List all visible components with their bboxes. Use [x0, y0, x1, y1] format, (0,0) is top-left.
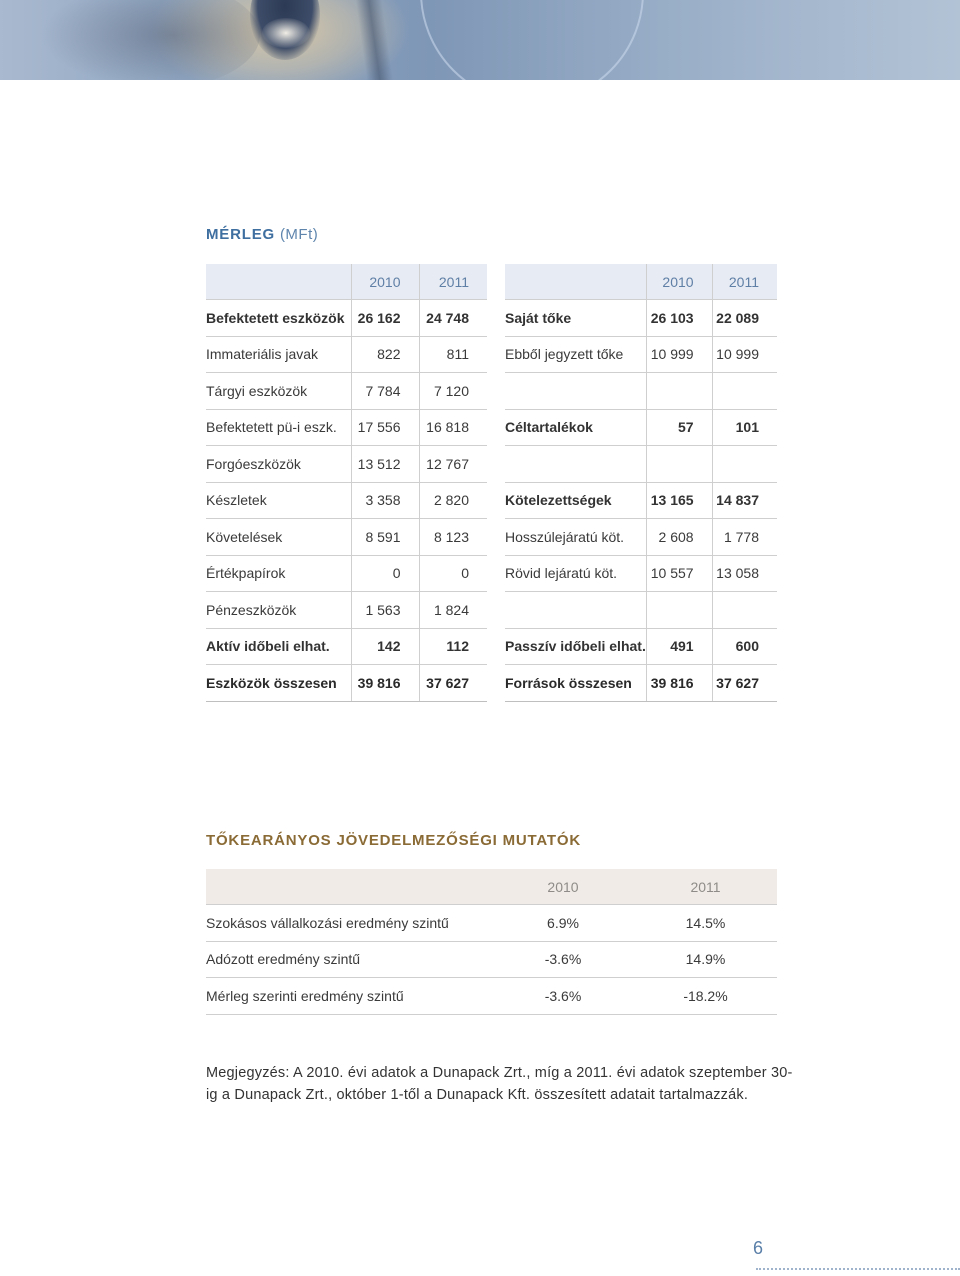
- table-row: [206, 978, 777, 1015]
- value-2011: 7 120: [419, 373, 487, 410]
- table-row: [505, 628, 777, 665]
- table-row: [206, 336, 487, 373]
- value-2011: 14 837: [712, 482, 777, 519]
- liabilities-header-blank: [505, 264, 646, 300]
- value-2010: [646, 592, 712, 629]
- value-2010: [646, 446, 712, 483]
- value-2010: 10 557: [646, 555, 712, 592]
- table-row: [505, 555, 777, 592]
- table-row: [505, 519, 777, 556]
- ratio-value-2010: -3.6%: [492, 978, 634, 1015]
- row-label: Követelések: [206, 519, 351, 556]
- assets-header-blank: [206, 264, 351, 300]
- footnote: Megjegyzés: A 2010. évi adatok a Dunapack Zrt., míg a 2011. évi adatok szeptember 30-ig a Dunapack Zrt., október 1-től a Dunapack Kft. összesített adatait tartalmazzák.: [206, 1065, 793, 1103]
- value-2011: 12 767: [419, 446, 487, 483]
- row-label: Eszközök összesen: [206, 665, 351, 702]
- table-row: [505, 592, 777, 629]
- table-row: [505, 482, 777, 519]
- table-row: [505, 665, 777, 702]
- value-2011: 112: [419, 628, 487, 665]
- value-2010: 491: [646, 628, 712, 665]
- ratios-year-2011: 2011: [634, 869, 777, 905]
- value-2011: [712, 592, 777, 629]
- value-2011: 16 818: [419, 409, 487, 446]
- table-row: [505, 336, 777, 373]
- value-2010: 13 165: [646, 482, 712, 519]
- value-2011: 24 748: [419, 300, 487, 337]
- row-label: Befektetett pü-i eszk.: [206, 409, 351, 446]
- row-label: Passzív időbeli elhat.: [505, 628, 646, 665]
- table-row: [206, 665, 487, 702]
- value-2010: 1 563: [351, 592, 419, 629]
- row-label: Rövid lejáratú köt.: [505, 555, 646, 592]
- balance-title-text: MÉRLEG: [206, 226, 275, 243]
- ratios-year-2010: 2010: [492, 869, 634, 905]
- ratio-value-2011: 14.9%: [634, 941, 777, 978]
- photo-wing: [40, 0, 260, 80]
- assets-year-2011: 2011: [419, 264, 487, 300]
- ratio-value-2011: -18.2%: [634, 978, 777, 1015]
- table-row: [206, 373, 487, 410]
- ratios-title: TŐKEARÁNYOS JÖVEDELMEZŐSÉGI MUTATÓK: [206, 832, 581, 849]
- value-2011: [712, 446, 777, 483]
- value-2011: 101: [712, 409, 777, 446]
- value-2010: 8 591: [351, 519, 419, 556]
- row-label: Ebből jegyzett tőke: [505, 336, 646, 373]
- assets-year-2010: 2010: [351, 264, 419, 300]
- table-row: [505, 446, 777, 483]
- ratio-value-2011: 14.5%: [634, 905, 777, 942]
- value-2010: 26 162: [351, 300, 419, 337]
- row-label: Céltartalékok: [505, 409, 646, 446]
- table-row: [206, 409, 487, 446]
- table-row: [206, 482, 487, 519]
- row-label: Értékpapírok: [206, 555, 351, 592]
- liabilities-table: [505, 264, 777, 702]
- table-row: [206, 592, 487, 629]
- table-row: [505, 373, 777, 410]
- balance-unit: (MFt): [279, 226, 319, 243]
- row-label: Kötelezettségek: [505, 482, 646, 519]
- row-label: Hosszúlejáratú köt.: [505, 519, 646, 556]
- value-2010: 10 999: [646, 336, 712, 373]
- row-label: Forgóeszközök: [206, 446, 351, 483]
- value-2011: 37 627: [419, 665, 487, 702]
- row-label: [505, 446, 646, 483]
- value-2010: 39 816: [351, 665, 419, 702]
- value-2010: 0: [351, 555, 419, 592]
- page-number: 6: [753, 1238, 764, 1258]
- row-label: Tárgyi eszközök: [206, 373, 351, 410]
- liabilities-header-row: [505, 264, 777, 300]
- ratios-header-row: [206, 869, 777, 905]
- liabilities-year-2011: 2011: [712, 264, 777, 300]
- table-row: [206, 519, 487, 556]
- ratios-header-blank: [206, 869, 492, 905]
- assets-header-row: [206, 264, 487, 300]
- table-row: [505, 300, 777, 337]
- value-2010: 7 784: [351, 373, 419, 410]
- value-2011: 2 820: [419, 482, 487, 519]
- value-2011: 37 627: [712, 665, 777, 702]
- photo-arc: [420, 0, 644, 80]
- value-2011: 600: [712, 628, 777, 665]
- table-row: [206, 446, 487, 483]
- table-row: [206, 941, 777, 978]
- ratios-table: [206, 869, 777, 1015]
- row-label: Befektetett eszközök: [206, 300, 351, 337]
- value-2010: 3 358: [351, 482, 419, 519]
- value-2010: [646, 373, 712, 410]
- value-2011: 811: [419, 336, 487, 373]
- value-2010: 13 512: [351, 446, 419, 483]
- value-2010: 26 103: [646, 300, 712, 337]
- ratio-label: Mérleg szerinti eredmény szintű: [206, 978, 492, 1015]
- value-2010: 142: [351, 628, 419, 665]
- table-row: [206, 905, 777, 942]
- ratio-value-2010: 6.9%: [492, 905, 634, 942]
- row-label: Immateriális javak: [206, 336, 351, 373]
- row-label: Aktív időbeli elhat.: [206, 628, 351, 665]
- value-2011: 13 058: [712, 555, 777, 592]
- ratio-label: Adózott eredmény szintű: [206, 941, 492, 978]
- table-row: [206, 300, 487, 337]
- photo-bird-belly: [262, 18, 310, 48]
- value-2011: 22 089: [712, 300, 777, 337]
- value-2011: 1 824: [419, 592, 487, 629]
- table-row: [206, 555, 487, 592]
- balance-title: [206, 226, 318, 243]
- header-photo-banner: [0, 0, 960, 80]
- row-label: [505, 373, 646, 410]
- ratio-value-2010: -3.6%: [492, 941, 634, 978]
- value-2010: 822: [351, 336, 419, 373]
- liabilities-year-2010: 2010: [646, 264, 712, 300]
- row-label: Saját tőke: [505, 300, 646, 337]
- value-2010: 57: [646, 409, 712, 446]
- assets-table: [206, 264, 487, 702]
- row-label: Készletek: [206, 482, 351, 519]
- ratio-label: Szokásos vállalkozási eredmény szintű: [206, 905, 492, 942]
- row-label: Pénzeszközök: [206, 592, 351, 629]
- value-2011: 0: [419, 555, 487, 592]
- value-2011: 1 778: [712, 519, 777, 556]
- row-label: [505, 592, 646, 629]
- table-row: [505, 409, 777, 446]
- page-dotted-rule: [756, 1268, 960, 1270]
- value-2010: 39 816: [646, 665, 712, 702]
- value-2011: 10 999: [712, 336, 777, 373]
- value-2011: 8 123: [419, 519, 487, 556]
- table-row: [206, 628, 487, 665]
- value-2010: 17 556: [351, 409, 419, 446]
- row-label: Források összesen: [505, 665, 646, 702]
- value-2011: [712, 373, 777, 410]
- value-2010: 2 608: [646, 519, 712, 556]
